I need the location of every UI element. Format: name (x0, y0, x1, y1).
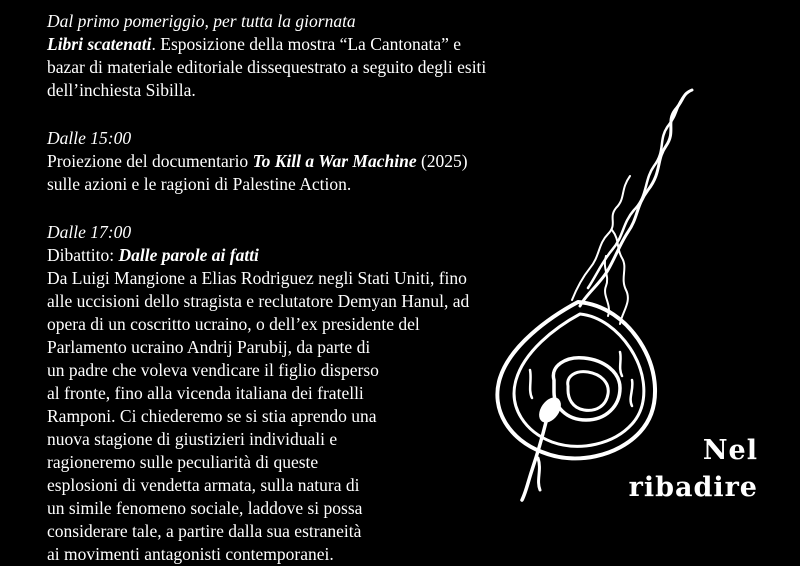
schedule-time: Dalle 15:00 (47, 128, 132, 148)
tail-strand (588, 94, 686, 288)
schedule-description-line: considerare tale, a partire dalla sua estraneità (47, 521, 362, 541)
schedule-description-line: Parlamento ucraino Andrij Parubij, da parte di (47, 337, 371, 357)
schedule-description-line: opera di un coscritto ucraino, o dell’ex presidente del (47, 314, 420, 334)
event-prefix: Dibattito: (47, 245, 119, 265)
slogan (629, 432, 758, 506)
schedule-description-line: esplosioni di vendetta armata, sulla natura di (47, 475, 360, 495)
membrane-drip (620, 352, 622, 376)
event-title-suffix: (2025) (416, 151, 468, 171)
event-title-suffix: . Esposizione della mostra “La Cantonata” e (151, 34, 462, 54)
tail-strand (605, 256, 609, 316)
schedule-description-line: dell’inchiesta Sibilla. (47, 80, 196, 100)
membrane-drip (530, 370, 532, 398)
schedule-description-line: al fronte, fino alla vicenda italiana dei fratelli (47, 383, 364, 403)
schedule-description-line: Ramponi. Ci chiederemo se si stia aprendo una (47, 406, 377, 426)
sperm-tail (538, 458, 540, 490)
membrane-drip (631, 380, 633, 406)
event-title: Libri scatenati (47, 34, 152, 54)
schedule-description-line: ragioneremo sulle peculiarità di queste (47, 452, 319, 472)
schedule-description-line (47, 33, 607, 56)
schedule-description-line: bazar di materiale editoriale dissequestrato a seguito degli esiti (47, 57, 487, 77)
event-title: Dalle parole ai fatti (118, 245, 259, 265)
schedule-description-line: nuova stagione di giustizieri individuali e (47, 429, 338, 449)
schedule-description-line: Da Luigi Mangione a Elias Rodriguez negli Stati Uniti, fino (47, 268, 467, 288)
slogan-line: ribadire (628, 472, 758, 503)
schedule-description-line: un padre che voleva vendicare il figlio disperso (47, 360, 379, 380)
schedule-time: Dal primo pomeriggio, per tutta la giornata (47, 11, 356, 31)
event-prefix: Proiezione del documentario (47, 151, 253, 171)
schedule-description-line: alle uccisioni dello stragista e reclutatore Demyan Hanul, ad (47, 291, 470, 311)
slogan-line: Nel (702, 435, 758, 466)
egg-ring-core (568, 372, 609, 411)
schedule-description-line: ai movimenti antagonisti contemporanei. (47, 544, 334, 564)
schedule-time: Dalle 17:00 (47, 222, 132, 242)
event-title: To Kill a War Machine (252, 151, 417, 171)
schedule-description-line: un simile fenomeno sociale, laddove si possa (47, 498, 363, 518)
schedule-description-line: sulle azioni e le ragioni di Palestine Action. (47, 174, 352, 194)
